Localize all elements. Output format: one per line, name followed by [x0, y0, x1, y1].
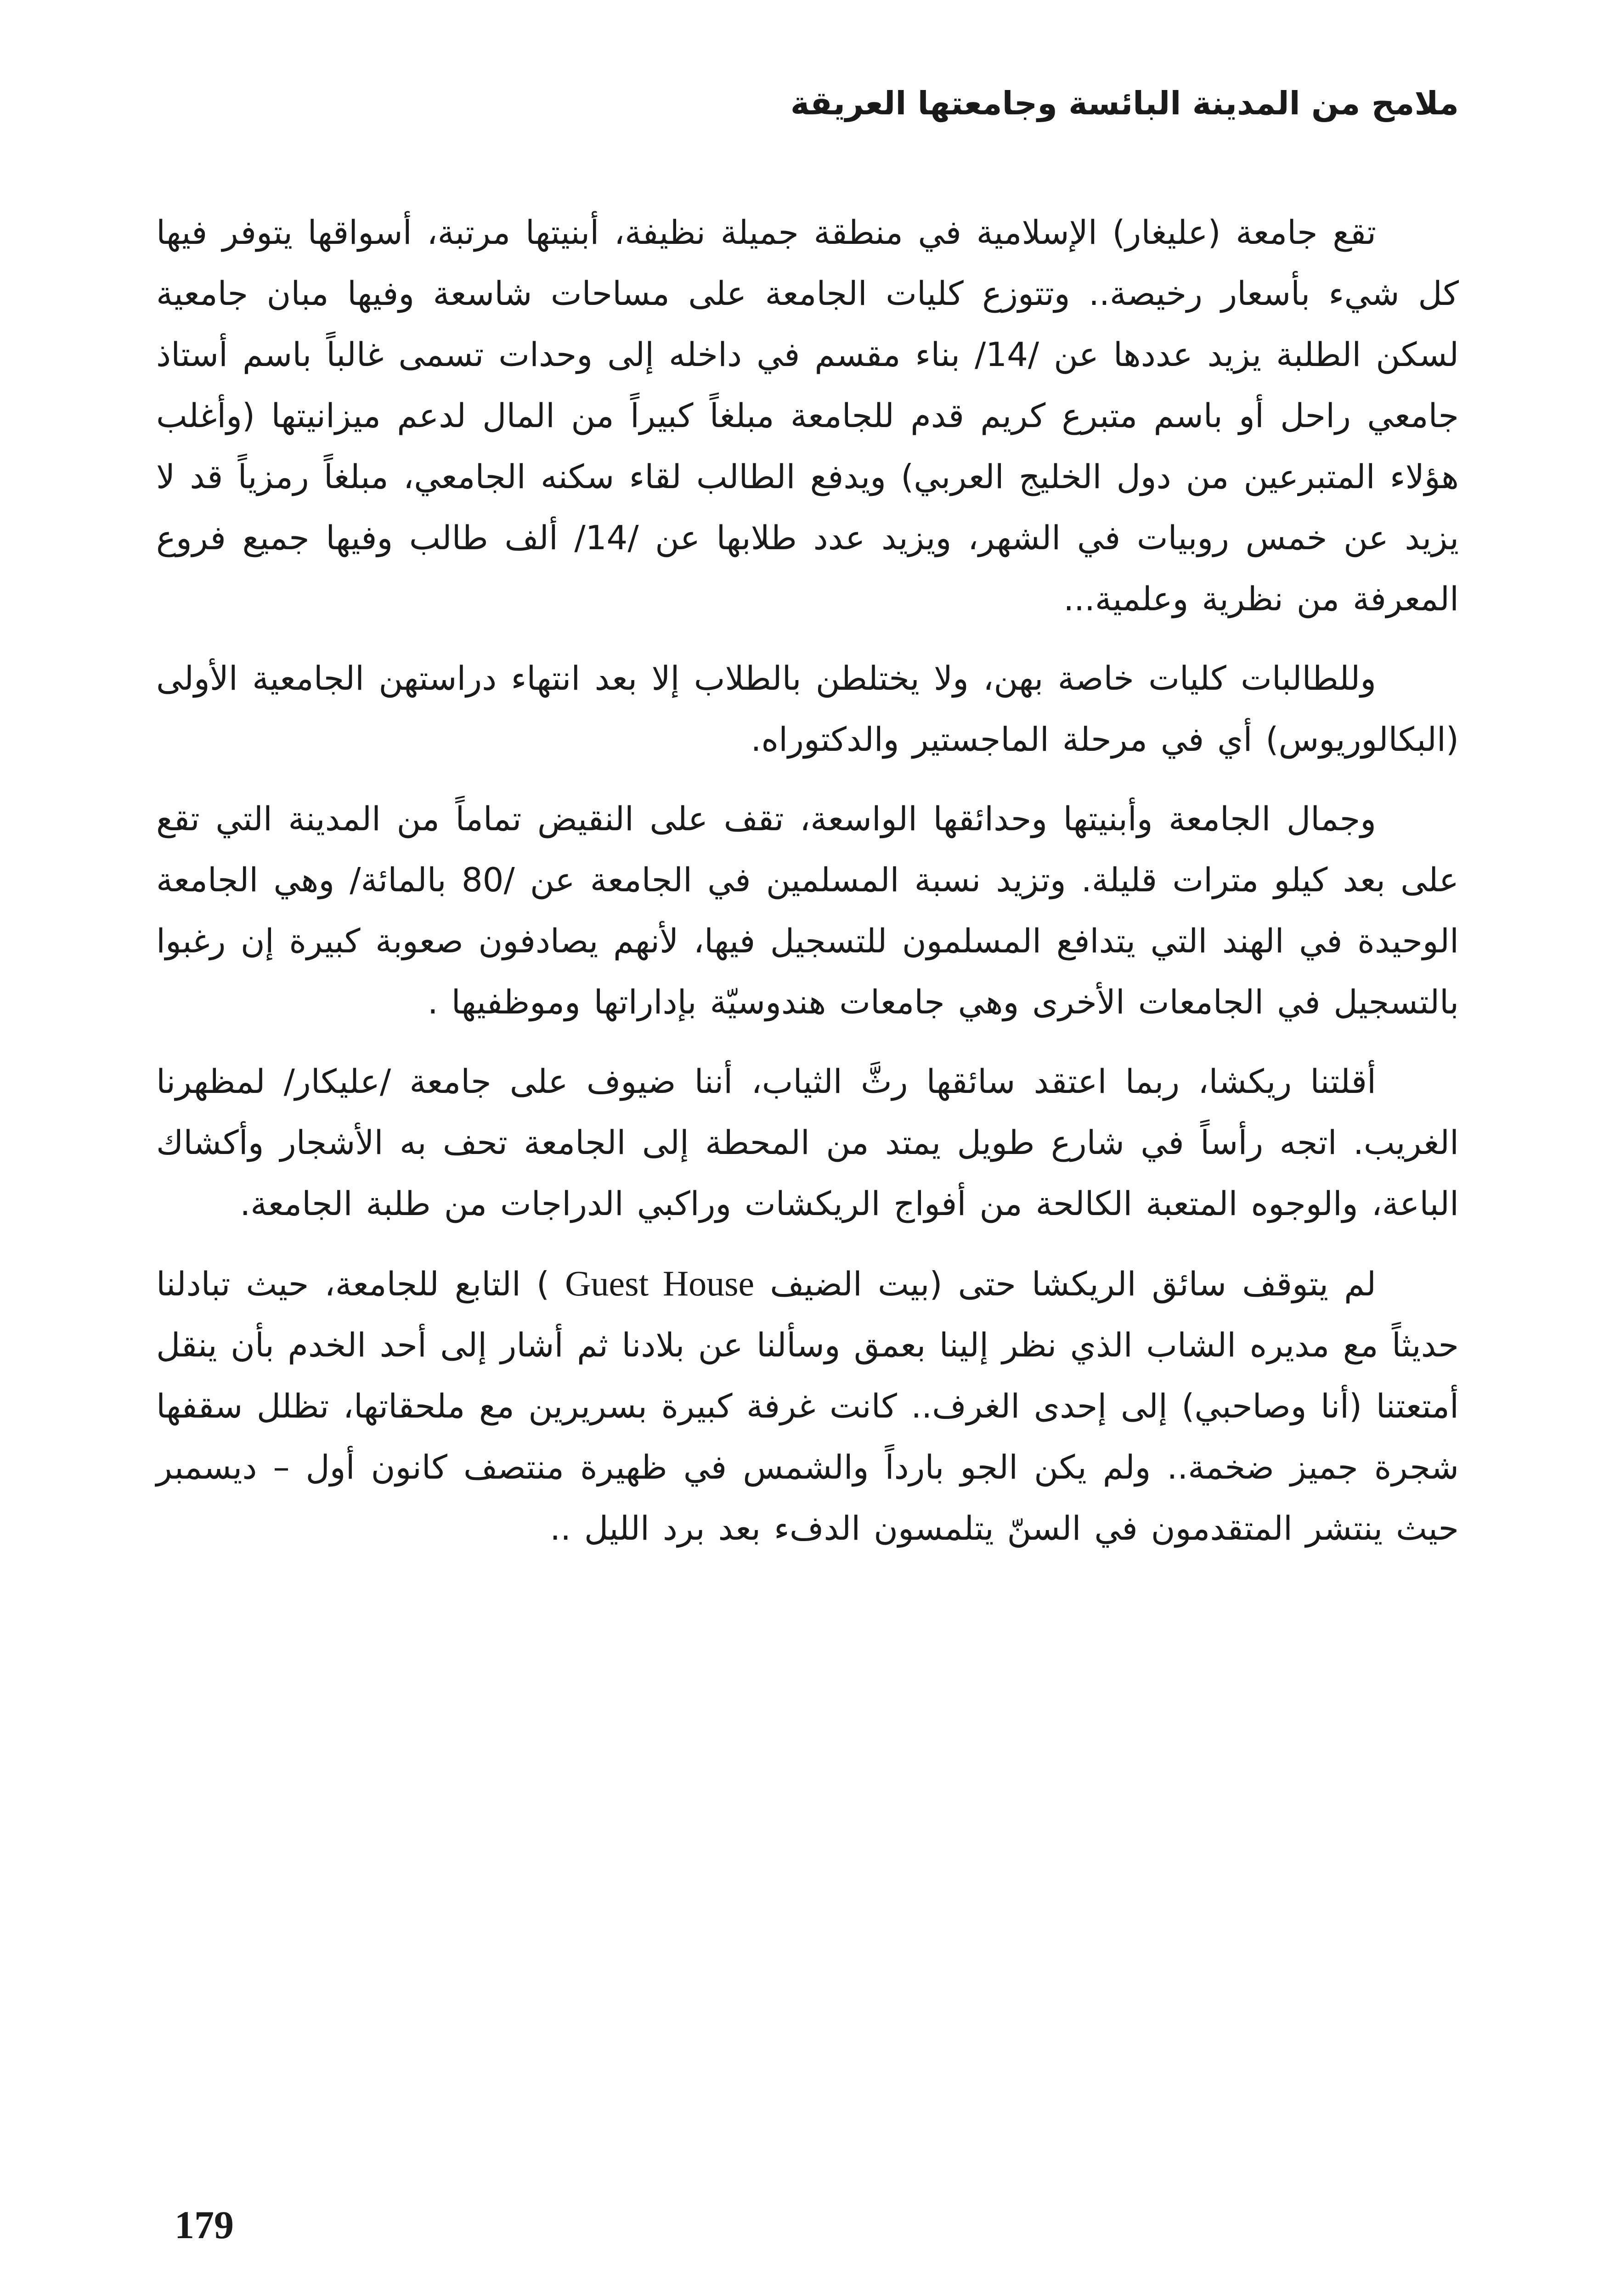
- page-number: 179: [175, 2203, 234, 2247]
- paragraph-4: أقلتنا ريكشا، ربما اعتقد سائقها رثَّ الثياب، أننا ضيوف على جامعة /عليكار/ لمظهرنا الغريب. اتجه رأساً في شارع طويل يمتد من المحطة إلى الجامعة تحف به الأشجار وأكشاك الباعة، والوجوه المتعبة الكالحة من أفواج الريكشات وراكبي الدراجات من طلبة الجامعة.: [156, 1062, 1459, 1223]
- paragraph-5-text-start: لم يتوقف سائق الريكشا حتى (بيت الضيف: [770, 1265, 1377, 1303]
- running-header: ملامح من المدينة البائسة وجامعتها العريقة: [790, 84, 1459, 122]
- paragraph-5-latin-term: Guest House: [565, 1263, 755, 1303]
- paragraph-1: تقع جامعة (عليغار) الإسلامية في منطقة جميلة نظيفة، أبنيتها مرتبة، أسواقها يتوفر فيها كل شيء بأسعار رخيصة.. وتتوزع كليات الجامعة على مساحات شاسعة وفيها مبان جامعية لسكن الطلبة يزيد عددها عن /14/ بناء مقسم في داخله إلى وحدات تسمى غالباً باسم أستاذ جامعي راحل أو باسم متبرع كريم قدم للجامعة مبلغاً كبيراً من المال لدعم ميزانيتها (وأغلب هؤلاء المتبرعين من دول الخليج العربي) ويدفع الطالب لقاء سكنه الجامعي، مبلغاً رمزياً قد لا يزيد عن خمس روبيات في الشهر، ويزيد عدد طلابها عن /14/ ألف طالب وفيها جميع فروع المعرفة من نظرية وعلمية...: [156, 213, 1459, 618]
- paragraph-2: وللطالبات كليات خاصة بهن، ولا يختلطن بالطلاب إلا بعد انتهاء دراستهن الجامعية الأولى (البكالوريوس) أي في مرحلة الماجستير والدكتوراه.: [156, 659, 1459, 759]
- paragraph-5: [156, 1253, 1459, 1559]
- paragraph-5-text-end: ) التابع للجامعة، حيث تبادلنا حديثاً مع مديره الشاب الذي نظر إلينا بعمق وسألنا عن بلادنا ثم أشار إلى أحد الخدم بأن ينقل أمتعتنا (أنا وصاحبي) إلى إحدى الغرف.. كانت غرفة كبيرة بسريرين مع ملحقاتها، تظلل سقفها شجرة جميز ضخمة.. ولم يكن الجو بارداً والشمس في ظهيرة منتصف كانون أول – ديسمبر حيث ينتشر المتقدمون في السنّ يتلمسون الدفء بعد برد الليل ..: [156, 1265, 1459, 1548]
- paragraph-3: وجمال الجامعة وأبنيتها وحدائقها الواسعة، تقف على النقيض تماماً من المدينة التي تقع على بعد كيلو مترات قليلة. وتزيد نسبة المسلمين في الجامعة عن /80 بالمائة/ وهي الجامعة الوحيدة في الهند التي يتدافع المسلمون للتسجيل فيها، لأنهم يصادفون صعوبة كبيرة إن رغبوا بالتسجيل في الجامعات الأخرى وهي جامعات هندوسيّة بإداراتها وموظفيها .: [156, 799, 1459, 1021]
- page-body: [156, 202, 1459, 1577]
